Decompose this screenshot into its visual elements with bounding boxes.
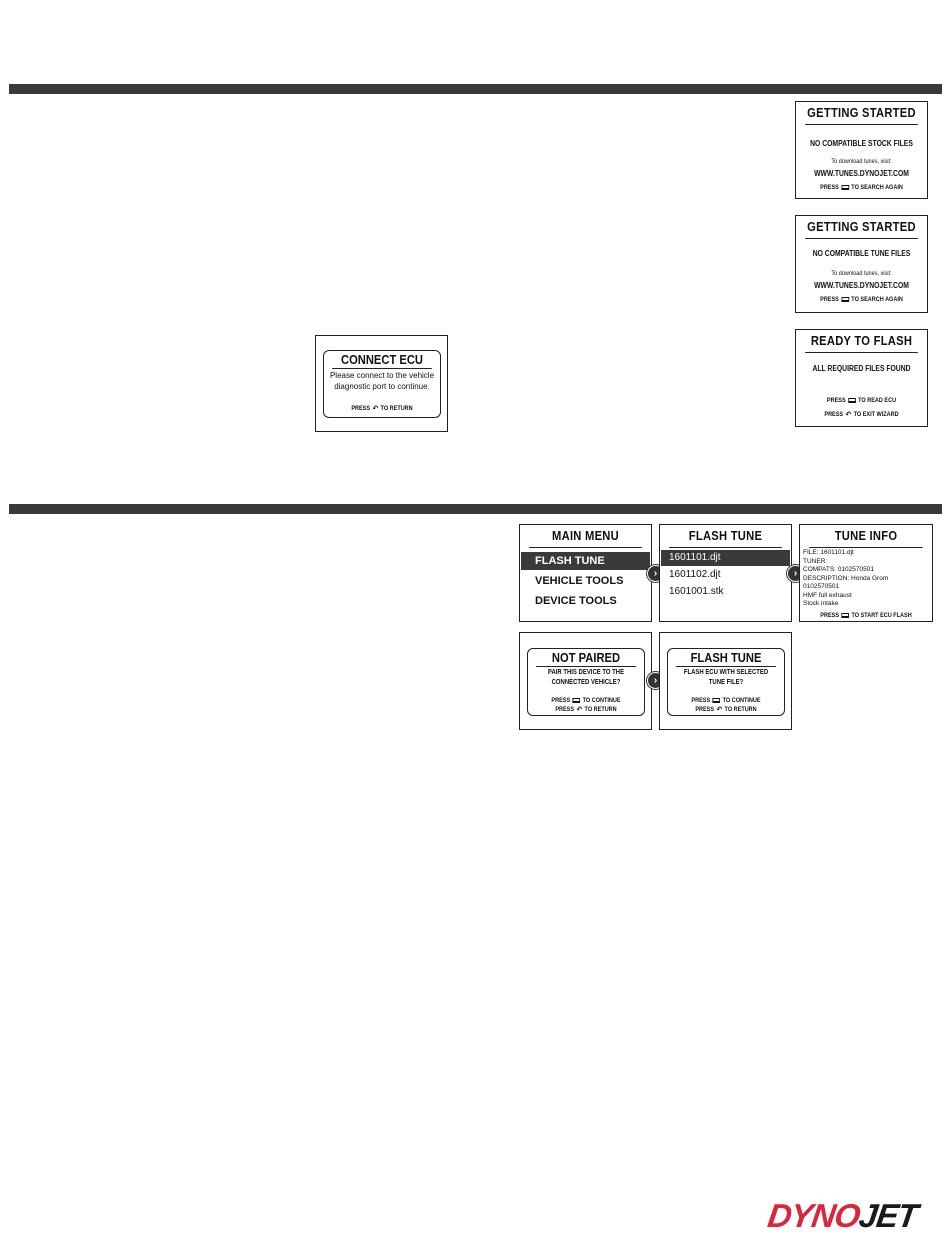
press-label: PRESS — [820, 612, 840, 619]
press-instruction-1 — [537, 697, 636, 704]
info-line: 0102570501 — [803, 583, 840, 590]
enter-button-icon — [841, 613, 849, 618]
press-label: PRESS — [351, 405, 371, 413]
screen-title: FLASH TUNE — [669, 525, 782, 548]
dialog-title: NOT PAIRED — [536, 649, 636, 667]
screen-title: GETTING STARTED — [805, 102, 918, 125]
press-label: PRESS — [695, 706, 715, 714]
chevron-right-icon: › — [787, 565, 804, 582]
screen-tune-info — [799, 524, 933, 622]
hint: To download tunes, visit: — [831, 270, 892, 277]
press-label: PRESS — [820, 296, 839, 303]
screen-title: MAIN MENU — [529, 525, 642, 548]
chevron-right-icon: › — [647, 565, 664, 582]
info-line: FILE: 1601101.djt — [803, 549, 854, 556]
press-label: PRESS — [820, 184, 839, 191]
back-button-icon: ↶ — [576, 705, 583, 714]
section-divider-middle — [9, 504, 942, 514]
message-line-1: FLASH ECU WITH SELECTED — [683, 669, 769, 676]
logo-part-1: DYNO — [765, 1197, 863, 1234]
dialog-title: FLASH TUNE — [676, 649, 776, 667]
enter-button-icon — [841, 185, 849, 190]
message-line-2: TUNE FILE? — [708, 679, 744, 686]
press-instruction-2 — [806, 410, 917, 419]
message: NO COMPATIBLE STOCK FILES — [810, 139, 913, 148]
logo-part-2: JET — [856, 1197, 920, 1234]
url: WWW.TUNES.DYNOJET.COM — [814, 169, 909, 178]
screen-ready-to-flash — [795, 329, 928, 427]
message-line-2: diagnostic port to continue. — [334, 382, 430, 391]
press-instruction-2 — [537, 705, 636, 714]
file-item[interactable]: 1601001.stk — [669, 586, 724, 597]
screen-main-menu — [519, 524, 652, 622]
press-label: PRESS — [551, 697, 571, 704]
back-button-icon: ↶ — [845, 410, 852, 419]
action-label: TO SEARCH AGAIN — [851, 184, 903, 191]
enter-button-icon — [573, 698, 581, 703]
message-line-1: Please connect to the vehicle — [329, 371, 435, 380]
url: WWW.TUNES.DYNOJET.COM — [814, 281, 909, 290]
action-label: TO READ ECU — [858, 397, 897, 404]
screen-title: TUNE INFO — [809, 525, 923, 548]
press-instruction — [810, 612, 922, 619]
press-instruction — [333, 404, 432, 413]
action-label: TO CONTINUE — [582, 697, 621, 704]
screen-flash-tune-confirm — [659, 632, 792, 730]
dynojet-logo — [765, 1197, 945, 1234]
back-button-icon: ↶ — [372, 404, 379, 413]
back-button-icon: ↶ — [716, 705, 723, 714]
screen-not-paired — [519, 632, 652, 730]
press-label: PRESS — [824, 411, 844, 419]
info-line: COMPATS: 0102570501 — [803, 566, 874, 573]
screen-title: GETTING STARTED — [805, 216, 918, 239]
menu-item-device-tools[interactable]: DEVICE TOOLS — [535, 595, 617, 607]
enter-button-icon — [713, 698, 721, 703]
screen-title: READY TO FLASH — [805, 330, 918, 353]
dialog-box — [667, 648, 785, 716]
info-line: Stock intake — [803, 600, 839, 607]
action-label: TO RETURN — [584, 706, 617, 714]
action-label: TO EXIT WIZARD — [853, 411, 899, 419]
message-line-2: CONNECTED VEHICLE? — [551, 679, 621, 686]
screen-getting-started-stock — [795, 101, 928, 199]
press-label: PRESS — [691, 697, 711, 704]
hint: To download tunes, visit: — [831, 158, 892, 165]
section-divider-top — [9, 84, 942, 94]
dialog-title: CONNECT ECU — [332, 351, 432, 369]
chevron-right-icon: › — [647, 672, 664, 689]
press-instruction-2 — [677, 705, 776, 714]
message-line-1: PAIR THIS DEVICE TO THE — [547, 669, 625, 676]
screen-connect-ecu — [315, 335, 448, 432]
file-item[interactable]: 1601101.djt — [661, 550, 790, 566]
action-label: TO RETURN — [380, 405, 413, 413]
press-instruction — [806, 296, 917, 303]
dialog-box — [323, 350, 441, 418]
screen-getting-started-tune — [795, 215, 928, 313]
menu-item-vehicle-tools[interactable]: VEHICLE TOOLS — [535, 575, 624, 587]
info-line: HMF full exhaust — [803, 591, 852, 599]
action-label: TO START ECU FLASH — [851, 612, 912, 619]
action-label: TO SEARCH AGAIN — [851, 296, 903, 303]
info-line: DESCRIPTION: Honda Grom — [803, 574, 889, 582]
action-label: TO RETURN — [724, 706, 757, 714]
action-label: TO CONTINUE — [722, 697, 761, 704]
dialog-box — [527, 648, 645, 716]
message: NO COMPATIBLE TUNE FILES — [812, 249, 911, 258]
screen-flash-tune-list — [659, 524, 792, 622]
enter-button-icon — [841, 297, 849, 302]
enter-button-icon — [848, 398, 856, 403]
tune-info-details — [800, 549, 932, 609]
file-item[interactable]: 1601102.djt — [669, 569, 721, 580]
info-line: TUNER: — [803, 557, 828, 565]
press-label: PRESS — [826, 397, 846, 404]
press-label: PRESS — [555, 706, 575, 714]
press-instruction-1 — [677, 697, 776, 704]
press-instruction — [806, 184, 917, 191]
message: ALL REQUIRED FILES FOUND — [812, 364, 911, 373]
menu-item-flash-tune[interactable]: FLASH TUNE — [521, 552, 650, 570]
press-instruction-1 — [806, 397, 917, 404]
